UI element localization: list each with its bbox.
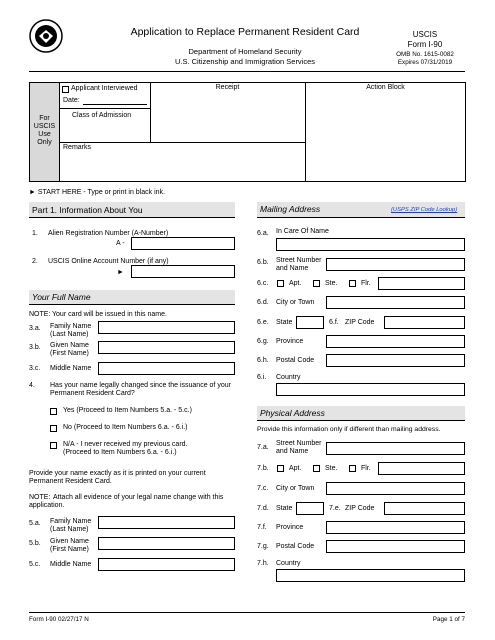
name-changed-no-checkbox[interactable] [50, 425, 57, 432]
agency-name: U.S. Citizenship and Immigration Services [174, 57, 316, 66]
middle-name-label: Middle Name [50, 365, 92, 372]
office-date-line [83, 104, 147, 105]
item-3a-number: 3.a. [29, 325, 41, 332]
item-2-number: 2. [32, 258, 38, 265]
item-6d-number: 6.d. [257, 299, 269, 306]
in-care-of-input[interactable] [276, 238, 465, 251]
mailing-flr-checkbox[interactable] [349, 280, 356, 287]
prior-family-name-label: Family Name (Last Name) [50, 518, 92, 534]
mailing-country-input[interactable] [276, 383, 465, 396]
name-changed-question: Has your name legally changed since the issuance of your Permanent Resident Card? [50, 382, 231, 398]
start-here-instruction: ► START HERE - Type or print in black ink. [29, 189, 165, 196]
family-name-label: Family Name (Last Name) [50, 323, 92, 339]
mailing-zip-label: ZIP Code [345, 319, 375, 326]
department-name: Department of Homeland Security [188, 47, 302, 56]
physical-unit-input[interactable] [378, 462, 465, 475]
name-changed-yes-checkbox[interactable] [50, 408, 57, 415]
prior-given-name-label: Given Name (First Name) [50, 538, 89, 554]
header-rule [29, 71, 465, 72]
item-6f-number: 6.f. [329, 319, 339, 326]
physical-address-intro: Provide this information only if different than mailing address. [257, 426, 441, 433]
current-card-name-instruction: Provide your name exactly as it is printed on your current Permanent Resident Card. [29, 470, 206, 486]
physical-ste-checkbox[interactable] [313, 465, 320, 472]
mailing-address-title: Mailing Address [260, 204, 321, 214]
physical-flr-checkbox[interactable] [349, 465, 356, 472]
footer-form-edition: Form I-90 02/27/17 N [29, 616, 89, 623]
in-care-of-label: In Care Of Name [276, 228, 329, 235]
name-changed-no-label: No (Proceed to Item Numbers 6.a. - 6.i.) [63, 424, 188, 431]
mailing-apt-label: Apt. [289, 280, 302, 287]
item-1-number: 1. [32, 230, 38, 237]
item-6h-number: 6.h. [257, 357, 269, 364]
mailing-ste-label: Ste. [325, 280, 338, 287]
office-col-divider-2 [305, 83, 306, 181]
physical-country-label: Country [276, 560, 301, 567]
given-name-input[interactable] [98, 341, 235, 354]
physical-postal-code-input[interactable] [326, 540, 465, 553]
prior-given-name-input[interactable] [98, 537, 235, 550]
physical-postal-code-label: Postal Code [276, 543, 315, 550]
a-number-prefix: A - [116, 240, 125, 247]
item-5c-number: 5.c. [29, 561, 41, 568]
name-changed-na-checkbox[interactable] [50, 442, 57, 449]
header-uscis: USCIS [412, 30, 438, 39]
middle-name-input[interactable] [98, 362, 235, 375]
name-changed-na-label: N/A - I never received my previous card. (Proceed to Item Numbers 6.a. - 6.i.) [63, 441, 188, 457]
physical-state-select[interactable] [296, 502, 324, 515]
online-account-arrow: ► [117, 269, 124, 276]
receipt-label: Receipt [215, 84, 240, 91]
online-account-label: USCIS Online Account Number (if any) [48, 258, 169, 265]
full-name-title: Your Full Name [32, 292, 91, 302]
physical-street-label: Street Number and Name [276, 440, 322, 456]
footer-rule [29, 612, 465, 613]
physical-province-label: Province [276, 524, 304, 531]
note1-label: NOTE: [29, 311, 51, 318]
mailing-country-label: Country [276, 374, 301, 381]
remarks-label: Remarks [63, 144, 92, 151]
mailing-zip-input[interactable] [384, 316, 465, 329]
item-7d-number: 7.d. [257, 505, 269, 512]
item-4-number: 4. [29, 382, 35, 389]
mailing-street-label: Street Number and Name [276, 257, 322, 273]
name-changed-yes-label: Yes (Proceed to Item Numbers 5.a. - 5.c.) [63, 407, 192, 414]
applicant-interviewed-label: Applicant Interviewed [71, 85, 138, 92]
physical-city-input[interactable] [326, 482, 465, 495]
online-account-input[interactable] [131, 265, 235, 278]
item-6b-number: 6.b. [257, 259, 269, 266]
dhs-seal [29, 19, 63, 53]
note2-text: Attach all evidence of your legal name change with this application. [29, 494, 224, 510]
mailing-province-label: Province [276, 338, 304, 345]
item-5a-number: 5.a. [29, 520, 41, 527]
item-6c-number: 6.c. [257, 280, 269, 287]
part1-title: Part 1. Information About You [32, 205, 143, 215]
a-number-input[interactable] [131, 237, 235, 250]
item-7h-number: 7.h. [257, 560, 269, 567]
usps-zip-lookup-link[interactable]: (USPS ZIP Code Lookup) [391, 207, 458, 213]
physical-street-input[interactable] [326, 442, 465, 455]
item-7c-number: 7.c. [257, 485, 269, 492]
omb-number: OMB No. 1615-0082 [396, 51, 454, 58]
physical-zip-input[interactable] [384, 502, 465, 515]
item-3c-number: 3.c. [29, 365, 41, 372]
mailing-province-input[interactable] [326, 335, 465, 348]
prior-family-name-input[interactable] [98, 516, 235, 529]
item-6a-number: 6.a. [257, 230, 269, 237]
mailing-ste-checkbox[interactable] [313, 280, 320, 287]
prior-middle-name-input[interactable] [98, 558, 235, 571]
mailing-flr-label: Flr. [361, 280, 371, 287]
footer-page-number: Page 1 of 7 [432, 616, 465, 623]
mailing-city-label: City or Town [276, 299, 315, 306]
office-date-label: Date: [63, 97, 80, 104]
item-3b-number: 3.b. [29, 344, 41, 351]
physical-country-input[interactable] [276, 569, 465, 582]
item-7a-number: 7.a. [257, 444, 269, 451]
family-name-input[interactable] [98, 321, 235, 334]
physical-state-label: State [276, 505, 293, 512]
item-7g-number: 7.g. [257, 543, 269, 550]
physical-address-title: Physical Address [260, 408, 325, 418]
applicant-interviewed-checkbox[interactable] [62, 86, 69, 93]
office-row-divider [60, 142, 305, 143]
given-name-label: Given Name (First Name) [50, 342, 89, 358]
mailing-state-select[interactable] [296, 316, 324, 329]
item-7f-number: 7.f. [257, 524, 267, 531]
mailing-apt-checkbox[interactable] [277, 280, 284, 287]
physical-city-label: City or Town [276, 485, 315, 492]
action-block-label: Action Block [366, 84, 405, 91]
item-6g-number: 6.g. [257, 338, 269, 345]
item-5b-number: 5.b. [29, 540, 41, 547]
uscis-use-box [29, 82, 466, 182]
item-6e-number: 6.e. [257, 319, 269, 326]
prior-middle-name-label: Middle Name [50, 561, 92, 568]
physical-zip-label: ZIP Code [345, 505, 375, 512]
physical-ste-label: Ste. [325, 465, 338, 472]
form-title: Application to Replace Permanent Resident Card [130, 26, 360, 38]
mailing-street-input[interactable] [326, 258, 465, 271]
item-7e-number: 7.e. [329, 505, 341, 512]
header-form-number: Form I-90 [407, 40, 443, 49]
mailing-postal-code-input[interactable] [326, 354, 465, 367]
a-number-label: Alien Registration Number (A-Number) [48, 230, 169, 237]
office-class-divider [60, 108, 150, 109]
note1-text: Your card will be issued in this name. [52, 311, 167, 318]
item-6i-number: 6.i. [257, 374, 267, 381]
class-of-admission-label: Class of Admission [72, 112, 132, 119]
mailing-city-input[interactable] [326, 296, 465, 309]
item-7b-number: 7.b. [257, 465, 269, 472]
physical-apt-checkbox[interactable] [277, 465, 284, 472]
expiration-date: Expires 07/31/2019 [397, 59, 453, 66]
for-uscis-use-only: For USCIS Use Only [33, 115, 56, 147]
note2-label: NOTE: [29, 494, 51, 501]
physical-flr-label: Flr. [361, 465, 371, 472]
physical-province-input[interactable] [326, 521, 465, 534]
mailing-unit-input[interactable] [378, 277, 465, 290]
mailing-state-label: State [276, 319, 293, 326]
physical-apt-label: Apt. [289, 465, 302, 472]
mailing-postal-code-label: Postal Code [276, 357, 315, 364]
